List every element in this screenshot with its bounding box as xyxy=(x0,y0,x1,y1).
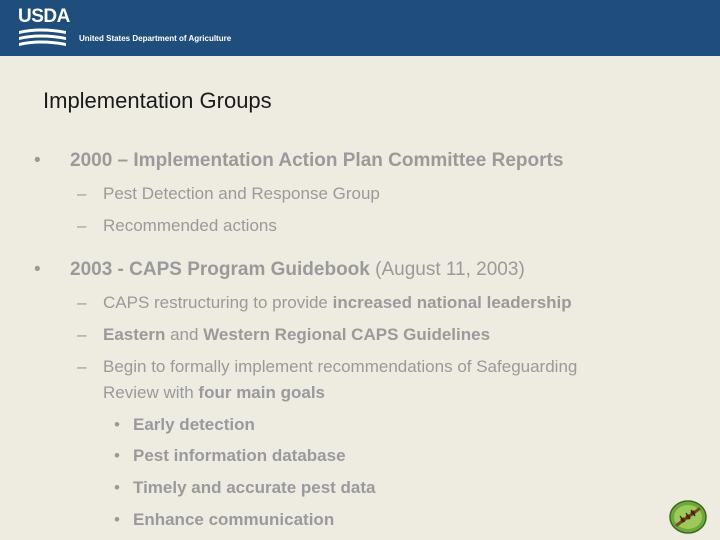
western-guidelines-label: Western Regional CAPS Guidelines xyxy=(203,325,491,344)
sub-bullet-safeguarding-line2 xyxy=(103,382,325,404)
bullet-marker: • xyxy=(34,259,41,280)
slide-title: Implementation Groups xyxy=(43,88,272,113)
review-with-text: Review with xyxy=(103,383,199,402)
department-name: United States Department of Agriculture xyxy=(79,34,232,43)
eastern-label: Eastern xyxy=(103,325,166,344)
bullet-2003-guidebook xyxy=(70,258,525,282)
goal-pest-database: Pest information database xyxy=(133,446,346,465)
sub-bullet-marker: – xyxy=(77,357,87,376)
sub-bullet-marker: – xyxy=(77,184,87,203)
sub-bullet-safeguarding-line1: Begin to formally implement recommendations of Safeguarding xyxy=(103,357,578,376)
restructuring-text: CAPS restructuring to provide xyxy=(103,293,333,312)
sub-bullet-pest-detection: Pest Detection and Response Group xyxy=(103,184,380,203)
goal-marker: • xyxy=(114,478,120,497)
goal-marker: • xyxy=(114,446,120,465)
goal-enhance-communication: Enhance communication xyxy=(133,510,335,529)
sub-bullet-caps-restructuring xyxy=(103,292,572,314)
sub-bullet-regional-guidelines xyxy=(103,324,490,346)
sub-bullet-marker: – xyxy=(77,216,87,235)
guidebook-date: (August 11, 2003) xyxy=(369,259,525,280)
guidebook-title: 2003 - CAPS Program Guidebook xyxy=(70,259,370,280)
sub-bullet-recommended-actions: Recommended actions xyxy=(103,216,277,235)
four-main-goals: four main goals xyxy=(198,383,325,402)
bullet-2000-reports: 2000 – Implementation Action Plan Committee Reports xyxy=(70,150,564,171)
goal-pest-data: Timely and accurate pest data xyxy=(133,478,376,497)
sub-bullet-marker: – xyxy=(77,325,87,344)
and-label: and xyxy=(165,325,204,344)
goal-early-detection: Early detection xyxy=(133,415,255,434)
usda-logo-text: USDA xyxy=(18,6,70,27)
goal-marker: • xyxy=(114,510,120,529)
restructuring-emphasis: increased national leadership xyxy=(332,293,572,312)
sub-bullet-marker: – xyxy=(77,293,87,312)
bullet-marker: • xyxy=(34,150,41,171)
goal-marker: • xyxy=(114,415,120,434)
caps-logo-icon xyxy=(669,500,707,534)
